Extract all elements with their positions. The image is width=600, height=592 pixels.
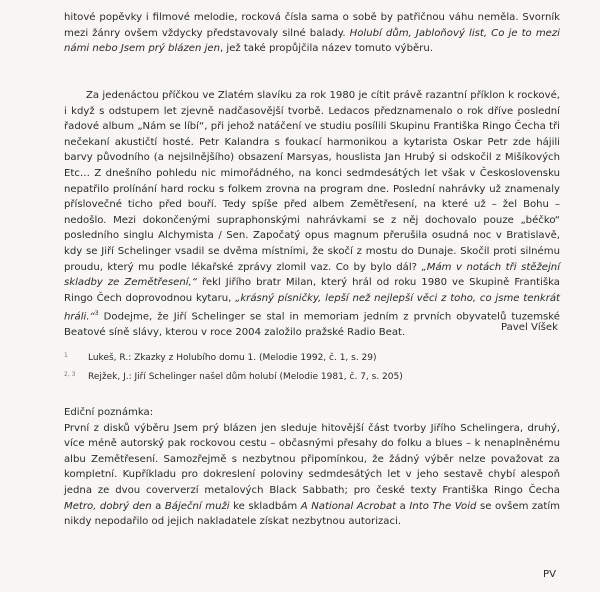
footnote-mark: 1 xyxy=(64,352,68,359)
editorial-signature: PV xyxy=(543,569,556,580)
main-quote-2: „krásný písničky, lepší než nejlepší věci z toho, co jsme tenkrát hráli.“ xyxy=(64,292,560,323)
main-text-b: řekl Jiřího bratr Milan, který hrál od roku 1980 ve Skupině Františka Ringo Čech doprovodnou kytaru, xyxy=(64,277,560,304)
intro-text: hitové popěvky i filmové melodie, rocková čísla sama o sobě by patřičnou váhu neměla. Svorník mezi žánry ovšem vždycky představovaly silné balady. xyxy=(64,12,560,39)
editorial-conj: a xyxy=(151,500,165,512)
footnote-mark: 2, 3 xyxy=(64,371,76,378)
main-text-a: Za jedenáctou příčkou ve Zlatém slavíku za rok 1980 je cítit právě razantní příklon k rockové, i když s odstupem let zjevně nadčasovější tvorbě. Ledacos předznamenalo o rok dříve poslední řadové album „Nám se líbí“, při jehož natáčení ve studiu posílili Skupinu Františka Ringo Čecha tři nečekaní akustičtí hosté. Petr Kalandra s foukací harmonikou a kytarista Oskar Petr zde hájili barvy původního (a nejsilnějšího) obsazení Marsyas, houslista Jan Hrubý si odskočil z Mišíkových Etc… Z dnešního pohledu nic mimořádného, na konci sedmdesátých let však v Československu nepatřilo prolínání hard rocku s folkem zrovna na program dne. Poslední nahrávky už znamenaly příslovečné ticho před bouří. Tedy spíše před albem Zemětřesení, na které už – žel Bohu – nedošlo. Mezi dokončenými supraphonskými nahrávkami se z něj dochovalo pouze „béčko“ posledního singlu Alchymista / Sen. Započatý opus magnum přerušila osudná noc v Bratislavě, kdy se Jiří Schelinger vsadil se dvěma místními, že skočí z mostu do Dunaje. Skočil proti silnému proudu, který mu podle lékařské zprávy zlomil vaz. Co by bylo dál? xyxy=(64,90,560,273)
footnotes xyxy=(64,349,560,387)
editorial-text-c: se ovšem zatím nikdy nepodařilo od jejich nakladatele získat nezbytnou autorizaci. xyxy=(64,500,561,528)
editorial-note xyxy=(64,405,560,530)
intro-paragraph xyxy=(64,10,560,57)
main-paragraph xyxy=(64,88,560,341)
footnote-2 xyxy=(64,368,560,387)
intro-song-titles: Holubí dům, Jabloňový list, Co je to mezi námi nebo Jsem prý blázen jen xyxy=(64,27,560,55)
main-quote-1: „Mám v notách tři stěžejní skladby ze Zemětřesení,“ xyxy=(64,261,561,289)
intro-text-end: , jež také propůjčila název tomuto výběru. xyxy=(219,43,433,55)
footnote-ref: 3 xyxy=(94,310,99,318)
author-signature: Pavel Víšek xyxy=(500,322,558,333)
footnote-1 xyxy=(64,349,560,368)
main-text-c: Dodejme, že Jiří Schelinger se stal in memoriam jedním z prvních obyvatelů tuzemské Beatové síně slávy, kterou v roce 2004 založilo pražské Radio Beat. xyxy=(64,311,560,339)
editorial-heading: Ediční poznámka: xyxy=(64,407,154,418)
footnote-text: Rejžek, J.: Jiří Schelinger našel dům holubí (Melodie 1981, č. 7, s. 205) xyxy=(88,372,403,382)
footnote-text: Lukeš, R.: Zkazky z Holubího domu 1. (Melodie 1992, č. 1, s. 29) xyxy=(88,353,377,363)
editorial-text-b: ke skladbám xyxy=(229,500,301,512)
editorial-conj-2: a xyxy=(396,500,410,512)
editorial-title-1: Metro, dobrý den xyxy=(64,500,152,512)
editorial-title-2: Báječní muži xyxy=(164,500,230,512)
editorial-title-3: A National Acrobat xyxy=(300,500,397,512)
editorial-title-4: Into The Void xyxy=(409,500,477,512)
editorial-text-a: První z disků výběru Jsem prý blázen jen sleduje hitovější část tvorby Jiřího Schelingera, druhý, více méně autorský pak rockovou cestu – občasnými přesahy do folku a blues – k nenaplněnému albu Zemětřesení. Samozřejmě s nezbytnou připomínkou, že žádný výběr nelze považovat za kompletní. Kupříkladu pro dokreslení poloviny sedmdesátých let v jeho sestavě chybí alespoň jedna ze dvou coververzí metalových Black Sabbath; pro české texty Františka Ringo Čecha xyxy=(64,422,560,496)
